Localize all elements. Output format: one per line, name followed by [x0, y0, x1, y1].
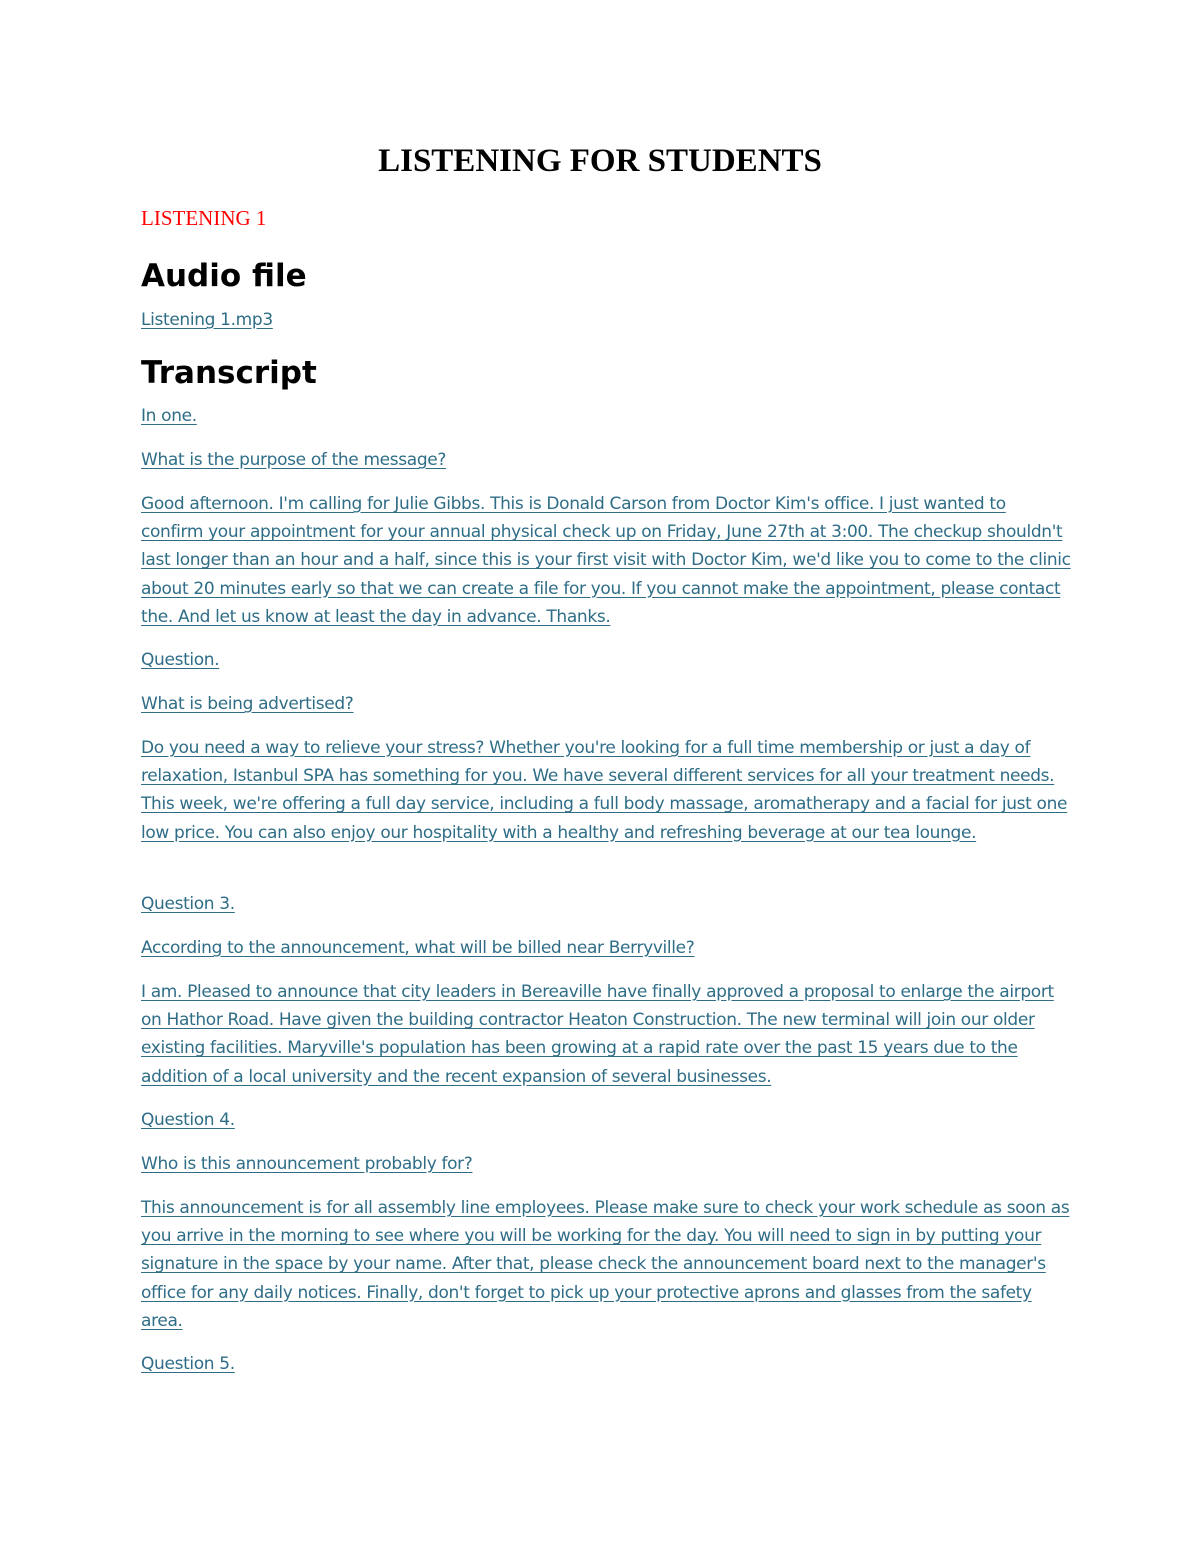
- question-1-transcript[interactable]: Good afternoon. I'm calling for Julie Gibbs. This is Donald Carson from Doctor Kim's office. I just wanted to confirm your appointment for your annual physical check up on Friday, June 27th at 3:00. The checkup shouldn't last longer than an hour and a half, since this is your first visit with Doctor Kim, we'd like you to come to the clinic about 20 minutes early so that we can create a file for you. If you cannot make the appointment, please contact the. And let us know at least the day in advance. Thanks.: [141, 494, 1071, 627]
- section-label: LISTENING 1: [141, 206, 267, 230]
- question-4-prompt[interactable]: Who is this announcement probably for?: [141, 1154, 473, 1174]
- document-title: LISTENING FOR STUDENTS: [378, 143, 822, 179]
- question-3-transcript[interactable]: I am. Pleased to announce that city leaders in Bereaville have finally approved a proposal to enlarge the airport on Hathor Road. Have given the building contractor Heaton Construction. The new terminal will join our older existing facilities. Maryville's population has been growing at a rapid rate over the past 15 years due to the addition of a local university and the recent expansion of several businesses.: [141, 982, 1054, 1087]
- question-1-prompt[interactable]: What is the purpose of the message?: [141, 450, 447, 470]
- question-4-label[interactable]: Question 4.: [141, 1110, 235, 1130]
- transcript-line-intro[interactable]: In one.: [141, 406, 197, 426]
- question-2-label[interactable]: Question.: [141, 650, 220, 670]
- audio-file-heading: Audio file: [141, 258, 307, 294]
- question-4-transcript[interactable]: This announcement is for all assembly line employees. Please make sure to check your work schedule as soon as you arrive in the morning to see where you will be working for the day. You will need to sign in by putting your signature in the space by your name. After that, please check the announcement board next to the manager's office for any daily notices. Finally, don't forget to pick up your protective aprons and glasses from the safety area.: [141, 1198, 1070, 1331]
- question-2-transcript[interactable]: Do you need a way to relieve your stress? Whether you're looking for a full time membership or just a day of relaxation, Istanbul SPA has something for you. We have several different services for all your treatment needs. This week, we're offering a full day service, including a full body massage, aromatherapy and a facial for just one low price. You can also enjoy our hospitality with a healthy and refreshing beverage at our tea lounge.: [141, 738, 1068, 843]
- question-5-label[interactable]: Question 5.: [141, 1354, 235, 1374]
- question-3-label[interactable]: Question 3.: [141, 894, 235, 914]
- audio-file-link[interactable]: Listening 1.mp3: [141, 310, 273, 330]
- transcript-heading: Transcript: [141, 355, 317, 391]
- question-2-prompt[interactable]: What is being advertised?: [141, 694, 354, 714]
- question-3-prompt[interactable]: According to the announcement, what will be billed near Berryville?: [141, 938, 695, 958]
